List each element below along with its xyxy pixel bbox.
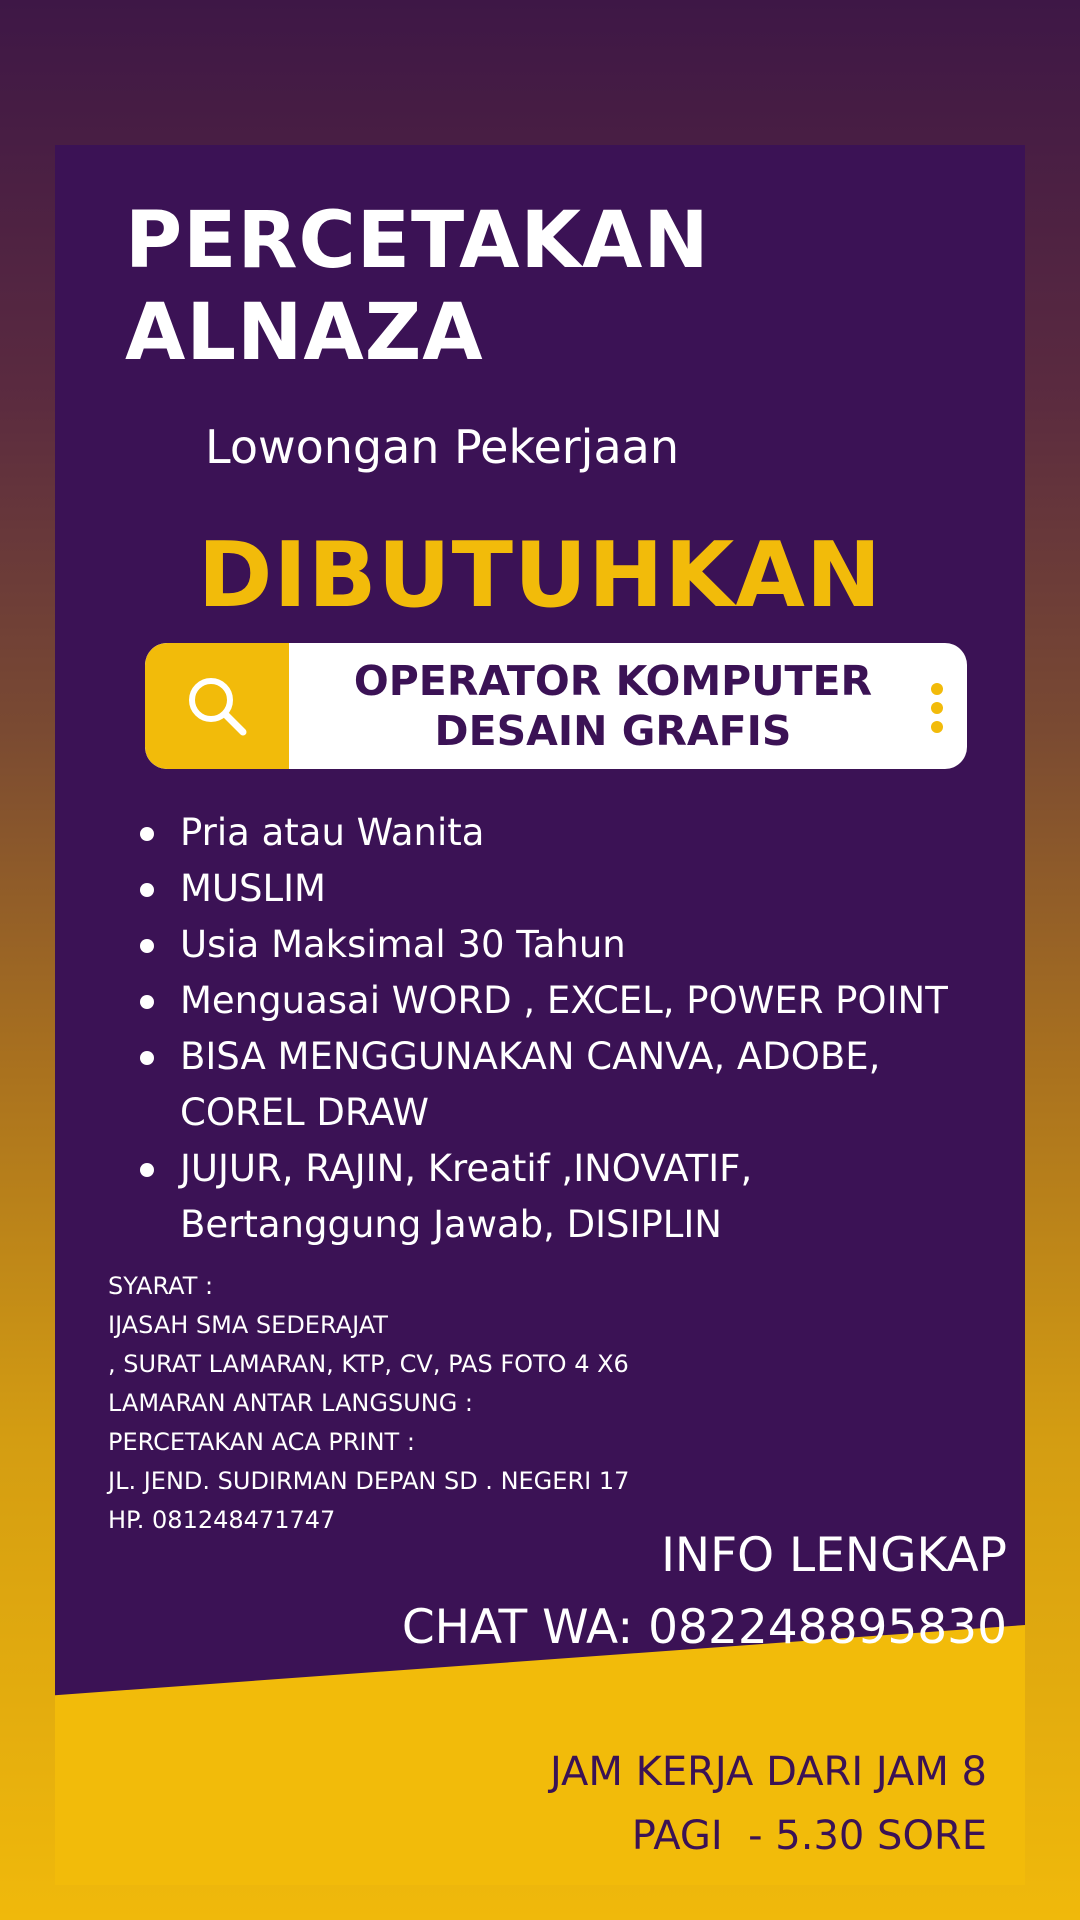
application-requirements <box>108 1267 629 1540</box>
working-hours <box>550 1740 987 1868</box>
position-search-bar <box>145 643 967 769</box>
title-line-2: ALNAZA <box>125 288 484 378</box>
list-item: Pria atau Wanita <box>140 805 1000 861</box>
list-item: Usia Maksimal 30 Tahun <box>140 917 1000 973</box>
subtitle: Lowongan Pekerjaan <box>205 420 679 474</box>
syarat-line: , SURAT LAMARAN, KTP, CV, PAS FOTO 4 X6 <box>108 1350 629 1378</box>
syarat-line: HP. 081248471747 <box>108 1506 336 1534</box>
company-title <box>125 195 710 379</box>
contact-info <box>402 1520 1007 1664</box>
list-item: JUJUR, RAJIN, Kreatif ,INOVATIF, Bertanggung Jawab, DISIPLIN <box>140 1141 1000 1253</box>
hours-line-2: PAGI - 5.30 SORE <box>631 1813 987 1859</box>
syarat-line: IJASAH SMA SEDERAJAT <box>108 1311 388 1339</box>
title-line-1: PERCETAKAN <box>125 196 710 286</box>
whatsapp-contact: CHAT WA: 082248895830 <box>401 1600 1007 1655</box>
hours-line-1: JAM KERJA DARI JAM 8 <box>549 1749 987 1795</box>
position-line-1: OPERATOR KOMPUTER <box>353 657 873 705</box>
syarat-line: PERCETAKAN ACA PRINT : <box>108 1428 415 1456</box>
job-poster <box>55 145 1025 1885</box>
search-icon <box>181 670 253 742</box>
syarat-line: SYARAT : <box>108 1272 214 1300</box>
list-item: BISA MENGGUNAKAN CANVA, ADOBE, COREL DRAW <box>140 1029 1000 1141</box>
position-title <box>289 656 967 756</box>
position-line-2: DESAIN GRAFIS <box>434 707 792 755</box>
more-options-icon <box>931 683 943 733</box>
info-line-1: INFO LENGKAP <box>661 1528 1007 1583</box>
list-item: Menguasai WORD , EXCEL, POWER POINT <box>140 973 1000 1029</box>
search-icon-box <box>145 643 289 769</box>
requirements-list <box>140 805 1000 1253</box>
headline: DIBUTUHKAN <box>197 523 883 628</box>
list-item: MUSLIM <box>140 861 1000 917</box>
syarat-line: JL. JEND. SUDIRMAN DEPAN SD . NEGERI 17 <box>108 1467 630 1495</box>
syarat-line: LAMARAN ANTAR LANGSUNG : <box>108 1389 474 1417</box>
